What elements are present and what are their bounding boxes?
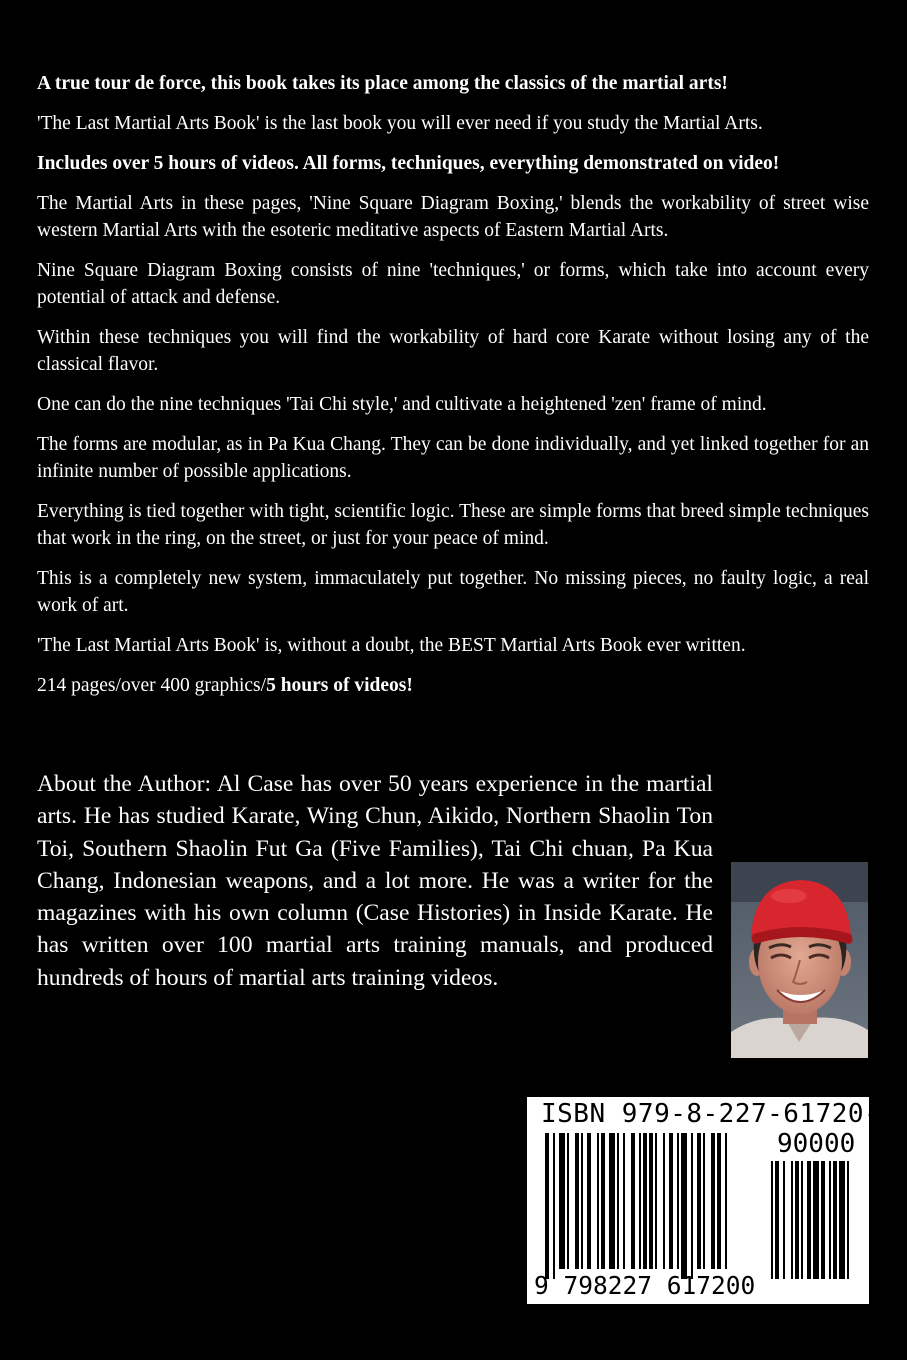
- barcode-bar: [631, 1133, 635, 1269]
- barcode-bar: [847, 1161, 849, 1279]
- barcode-bar: [711, 1133, 715, 1269]
- barcode-bar: [623, 1133, 625, 1269]
- blurb-paragraph: Everything is tied together with tight, scientific logic. These are simple forms that breed simple techniques that work in the ring, on the street, or just for your peace of mind.: [37, 501, 869, 549]
- author-bio: About the Author: Al Case has over 50 years experience in the martial arts. He has studied Karate, Wing Chun, Aikido, Northern Shaolin Ton Toi, Southern Shaolin Fut Ga (Five Families), Tai Chi chuan, Pa Kua Chang, Indonesian weapons, and a lot more. He was a writer for the magazines with his own column (Case Histories) in Inside Karate. He has written over 100 martial arts training manuals, and produced hundreds of hours of martial arts training videos.: [37, 771, 713, 991]
- barcode-bar: [717, 1133, 721, 1269]
- barcode-bar: [691, 1133, 693, 1279]
- stats-plain: 214 pages/over 400 graphics/: [37, 675, 267, 696]
- barcode-bar: [553, 1133, 555, 1279]
- barcode-bar: [601, 1133, 605, 1269]
- barcode-bar: [639, 1133, 641, 1269]
- blurb-paragraph: This is a completely new system, immaculately put together. No missing pieces, no faulty logic, a real work of art.: [37, 568, 869, 616]
- blurb-paragraph: Nine Square Diagram Boxing consists of nine 'techniques,' or forms, which take into account every potential of attack and defense.: [37, 260, 869, 308]
- barcode-digits: 9 798227 617200: [534, 1271, 756, 1300]
- isbn-barcode: [527, 1097, 897, 1304]
- barcode-bar: [775, 1161, 779, 1279]
- price-code: 90000: [777, 1129, 856, 1159]
- barcode-bar: [677, 1133, 679, 1269]
- blurb-paragraph: One can do the nine techniques 'Tai Chi style,' and cultivate a heightened 'zen' frame of mind.: [37, 394, 767, 415]
- barcode-bar: [663, 1133, 665, 1269]
- barcode-bar: [617, 1133, 619, 1269]
- barcode-bar: [581, 1133, 583, 1269]
- barcode-bar: [771, 1161, 773, 1279]
- barcode-bar: [795, 1161, 799, 1279]
- barcode-bar: [697, 1133, 701, 1269]
- back-cover-blurb: [37, 70, 869, 712]
- barcode-bar: [833, 1161, 837, 1279]
- barcode-bar: [587, 1133, 591, 1269]
- barcode-bar: [703, 1133, 705, 1269]
- barcode-bar: [559, 1133, 565, 1269]
- barcode-bar: [725, 1133, 727, 1269]
- barcode-bar: [575, 1133, 579, 1269]
- blurb-stats: [37, 672, 869, 699]
- blurb-paragraph: The forms are modular, as in Pa Kua Chang. They can be done individually, and yet linked together for an infinite number of possible applications.: [37, 434, 869, 482]
- barcode-bar: [643, 1133, 647, 1269]
- barcode-bar: [791, 1161, 793, 1279]
- blurb-paragraph: The Martial Arts in these pages, 'Nine Square Diagram Boxing,' blends the workability of street wise western Martial Arts with the esoteric meditative aspects of Eastern Martial Arts.: [37, 193, 869, 241]
- barcode-bar: [669, 1133, 673, 1269]
- barcode-bar: [609, 1133, 615, 1269]
- barcode-bar: [807, 1161, 811, 1279]
- blurb-paragraph: 'The Last Martial Arts Book' is the last book you will ever need if you study the Martial Arts.: [37, 113, 763, 134]
- barcode-bar: [681, 1133, 687, 1279]
- barcode-bar: [783, 1161, 785, 1279]
- blurb-paragraph: Within these techniques you will find the workability of hard core Karate without losing any of the classical flavor.: [37, 327, 869, 375]
- barcode-bar: [829, 1161, 831, 1279]
- author-portrait-image: [731, 862, 868, 1058]
- author-photo: [731, 862, 868, 1058]
- isbn-number: ISBN 979-8-227-61720-0: [541, 1099, 897, 1129]
- stats-bold: 5 hours of videos!: [266, 675, 413, 696]
- barcode-bar: [567, 1133, 569, 1269]
- barcode-bar: [813, 1161, 819, 1279]
- barcode-bar: [597, 1133, 599, 1269]
- barcode-bar: [649, 1133, 653, 1269]
- barcode-bar: [801, 1161, 803, 1279]
- blurb-headline: A true tour de force, this book takes its place among the classics of the martial arts!: [37, 73, 728, 94]
- blurb-paragraph: 'The Last Martial Arts Book' is, without a doubt, the BEST Martial Arts Book ever written.: [37, 635, 746, 656]
- barcode-bar: [655, 1133, 657, 1269]
- barcode-bar: [821, 1161, 825, 1279]
- blurb-video-highlight: Includes over 5 hours of videos. All forms, techniques, everything demonstrated on video!: [37, 153, 780, 174]
- barcode-bar: [545, 1133, 549, 1279]
- barcode-bar: [839, 1161, 845, 1279]
